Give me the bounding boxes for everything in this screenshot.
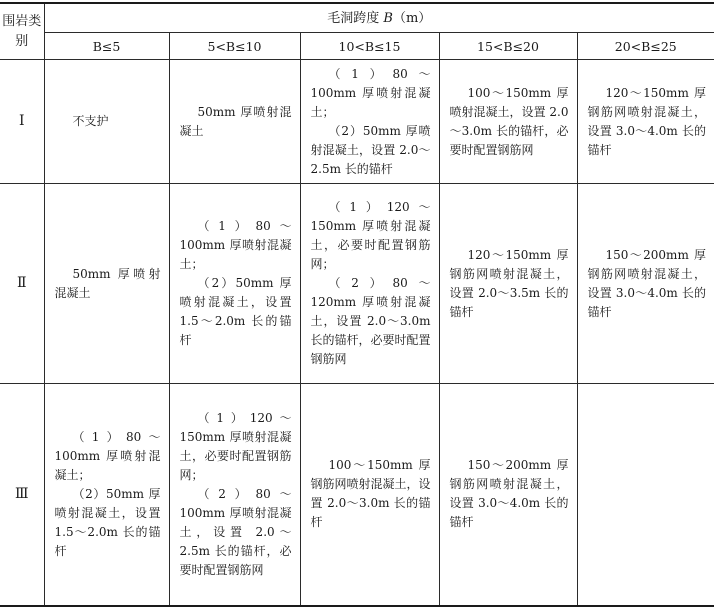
header-range: B≤5: [44, 33, 169, 60]
support-text: （1）80～100mm 厚喷射混凝土；: [54, 429, 161, 482]
support-cell: [439, 384, 577, 606]
support-text: （1）120～150mm 厚喷射混凝土，必要时配置钢筋网；: [179, 410, 292, 482]
rock-class-cell: Ⅲ: [0, 384, 44, 606]
support-cell: [44, 384, 169, 606]
support-cell: [577, 184, 714, 384]
header-span: [44, 3, 714, 33]
support-text: （2）80～100mm 厚喷射混凝土，设置 2.0～2.5m 长的锚杆，必要时配置钢筋网: [179, 486, 292, 577]
support-text: （2）80～120mm 厚喷射混凝土，设置 2.0～3.0m 长的锚杆，必要时配置钢筋网: [310, 276, 431, 366]
table-row-class-3: [0, 384, 714, 606]
support-cell-empty: [577, 384, 714, 606]
support-cell: [169, 184, 300, 384]
support-cell: [300, 60, 439, 184]
header-range: 15<B≤20: [439, 33, 577, 60]
support-cell: [439, 60, 577, 184]
support-text: 100～150mm 厚钢筋网喷射混凝土，设置 2.0～3.0m 长的锚杆: [310, 458, 431, 530]
support-cell: [169, 384, 300, 606]
support-text: （2）50mm 厚喷射混凝土，设置 1.5～2.0m 长的锚杆: [54, 486, 161, 558]
header-row-ranges: [0, 33, 714, 60]
support-cell: [44, 60, 169, 184]
support-text: 150～200mm 厚钢筋网喷射混凝土，设置 3.0～4.0m 长的锚杆: [587, 247, 707, 319]
table-row-class-1: [0, 60, 714, 184]
support-cell: [300, 184, 439, 384]
support-text: （1）80～100mm 厚喷射混凝土；: [179, 219, 292, 271]
support-text: （2）50mm 厚喷射混凝土，设置 1.5～2.0m 长的锚杆: [179, 276, 292, 347]
support-cell: [44, 184, 169, 384]
header-span-label: 毛洞跨度: [327, 10, 380, 26]
support-text: 50mm 厚喷射混凝土: [54, 266, 161, 300]
support-text: 150～200mm 厚钢筋网喷射混凝土，设置 3.0～4.0m 长的锚杆: [449, 458, 569, 530]
support-text: 50mm 厚喷射混凝土: [179, 104, 292, 138]
header-rock-class: [0, 3, 44, 60]
support-table: [0, 2, 714, 607]
header-rock-class-label: 围岩类别: [2, 13, 42, 49]
rock-class-cell: Ⅱ: [0, 184, 44, 384]
header-span-symbol: B: [383, 10, 393, 26]
support-text: 120～150mm 厚钢筋网喷射混凝土，设置 3.0～4.0m 长的锚杆: [587, 85, 707, 157]
support-cell: [577, 60, 714, 184]
rock-class-cell: Ⅰ: [0, 60, 44, 184]
support-cell: [439, 184, 577, 384]
support-cell: [300, 384, 439, 606]
header-range: 20<B≤25: [577, 33, 714, 60]
header-span-unit: （m）: [392, 10, 432, 26]
header-range: 10<B≤15: [300, 33, 439, 60]
header-range: 5<B≤10: [169, 33, 300, 60]
support-text: 不支护: [72, 114, 109, 128]
support-text: （2）50mm 厚喷射混凝土，设置 2.0～2.5m 长的锚杆: [310, 123, 431, 176]
header-row-span: [0, 3, 714, 33]
support-text: 120～150mm 厚钢筋网喷射混凝土，设置 2.0～3.5m 长的锚杆: [449, 247, 569, 319]
support-text: （1）120～150mm 厚喷射混凝土，必要时配置钢筋网；: [310, 200, 431, 271]
table-row-class-2: [0, 184, 714, 384]
support-text: 100～150mm 厚喷射混凝土，设置 2.0～3.0m 长的锚杆，必要时配置钢筋网: [449, 85, 569, 157]
support-text: （1）80～100mm 厚喷射混凝土；: [310, 66, 431, 119]
support-cell: [169, 60, 300, 184]
